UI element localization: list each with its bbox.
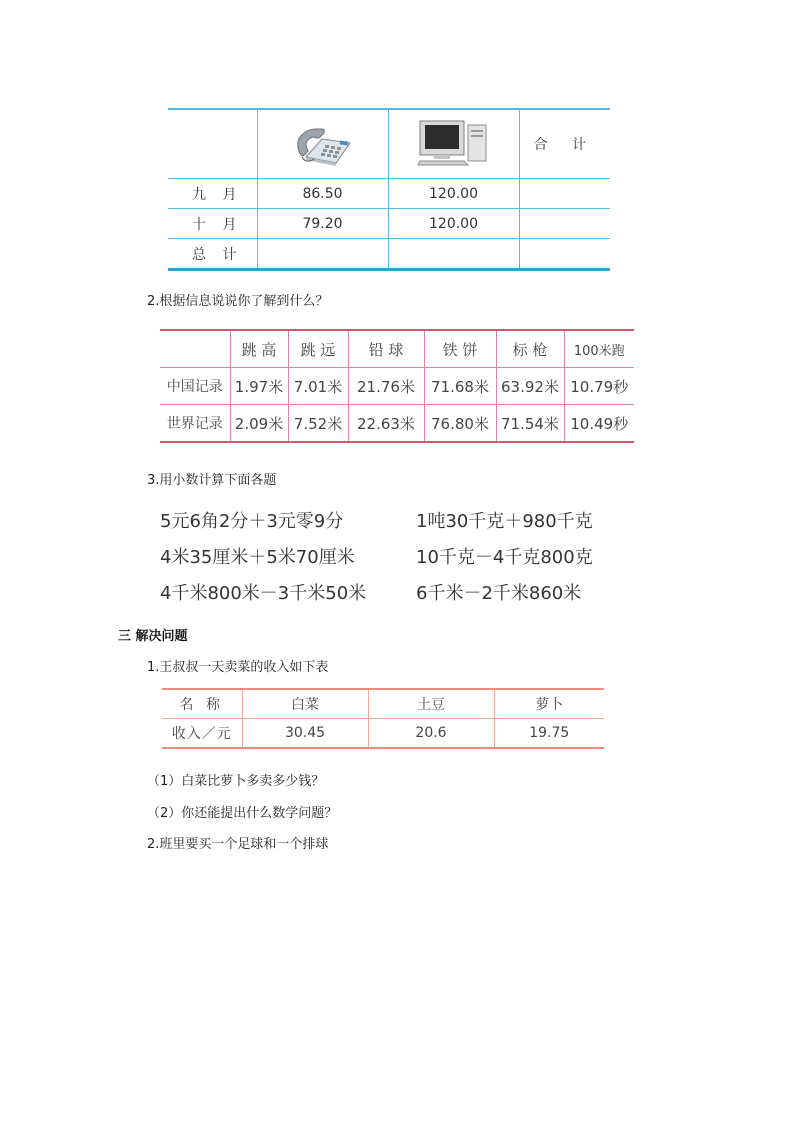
question-3: 3.用小数计算下面各题 — [147, 473, 277, 488]
table-row — [168, 179, 610, 209]
problem-2: 2.班里要买一个足球和一个排球 — [147, 837, 329, 852]
income-header: 白菜 — [242, 689, 368, 719]
problem-1: 1.王叔叔一天卖菜的收入如下表 — [147, 660, 329, 675]
records-header: 跳 远 — [288, 330, 348, 368]
bill-table — [168, 108, 610, 270]
cell-computer — [388, 239, 519, 270]
record-cell: 2.09米 — [230, 405, 288, 443]
row-label: 世界记录 — [160, 405, 230, 443]
problem-1-question-2: （2）你还能提出什么数学问题？ — [147, 806, 338, 821]
record-cell: 7.01米 — [288, 368, 348, 405]
record-cell: 21.76米 — [348, 368, 424, 405]
income-cell: 19.75 — [494, 719, 604, 749]
record-cell: 76.80米 — [424, 405, 496, 443]
cell-total — [519, 239, 610, 270]
income-cell: 20.6 — [368, 719, 494, 749]
records-header-row — [160, 330, 634, 368]
record-cell: 71.68米 — [424, 368, 496, 405]
records-header-empty — [160, 330, 230, 368]
row-label: 十 月 — [168, 209, 257, 239]
table-row — [160, 368, 634, 405]
cell-computer: 120.00 — [388, 209, 519, 239]
record-cell: 22.63米 — [348, 405, 424, 443]
exercise-item: 5元6角2分＋3元零9分 — [160, 511, 344, 532]
row-label: 九 月 — [168, 179, 257, 209]
records-header: 100米跑 — [564, 330, 634, 368]
table-row — [168, 209, 610, 239]
income-header-row — [162, 689, 604, 719]
header-computer — [388, 110, 519, 179]
income-header: 萝卜 — [494, 689, 604, 719]
exercise-item: 6千米－2千米860米 — [416, 583, 582, 604]
computer-icon — [416, 117, 492, 167]
record-cell: 10.49秒 — [564, 405, 634, 443]
record-cell: 71.54米 — [496, 405, 564, 443]
header-empty — [168, 110, 257, 179]
header-total: 合 计 — [519, 110, 610, 179]
row-label: 收入／元 — [162, 719, 242, 749]
cell-total — [519, 209, 610, 239]
cell-phone — [257, 239, 388, 270]
telephone-icon — [292, 117, 354, 167]
record-cell: 10.79秒 — [564, 368, 634, 405]
table-row — [160, 405, 634, 443]
exercise-item: 4米35厘米＋5米70厘米 — [160, 547, 355, 568]
records-table — [160, 329, 634, 443]
cell-phone: 79.20 — [257, 209, 388, 239]
record-cell: 63.92米 — [496, 368, 564, 405]
income-table — [162, 688, 604, 749]
cell-total — [519, 179, 610, 209]
record-cell: 7.52米 — [288, 405, 348, 443]
records-header: 跳 高 — [230, 330, 288, 368]
cell-phone: 86.50 — [257, 179, 388, 209]
cell-computer: 120.00 — [388, 179, 519, 209]
row-label: 中国记录 — [160, 368, 230, 405]
income-cell: 30.45 — [242, 719, 368, 749]
problem-1-question-1: （1）白菜比萝卜多卖多少钱？ — [147, 774, 325, 789]
table-row — [168, 239, 610, 270]
exercise-item: 1吨30千克＋980千克 — [416, 511, 593, 532]
records-header: 标 枪 — [496, 330, 564, 368]
question-2: 2.根据信息说说你了解到什么？ — [147, 294, 329, 309]
header-phone — [257, 110, 388, 179]
exercise-item: 10千克－4千克800克 — [416, 547, 593, 568]
records-header: 铁 饼 — [424, 330, 496, 368]
exercise-item: 4千米800米－3千米50米 — [160, 583, 367, 604]
income-header: 名 称 — [162, 689, 242, 719]
record-cell: 1.97米 — [230, 368, 288, 405]
table-row — [162, 719, 604, 749]
section-heading: 三 解决问题 — [118, 629, 188, 644]
records-header: 铅 球 — [348, 330, 424, 368]
row-label: 总 计 — [168, 239, 257, 270]
income-header: 土豆 — [368, 689, 494, 719]
